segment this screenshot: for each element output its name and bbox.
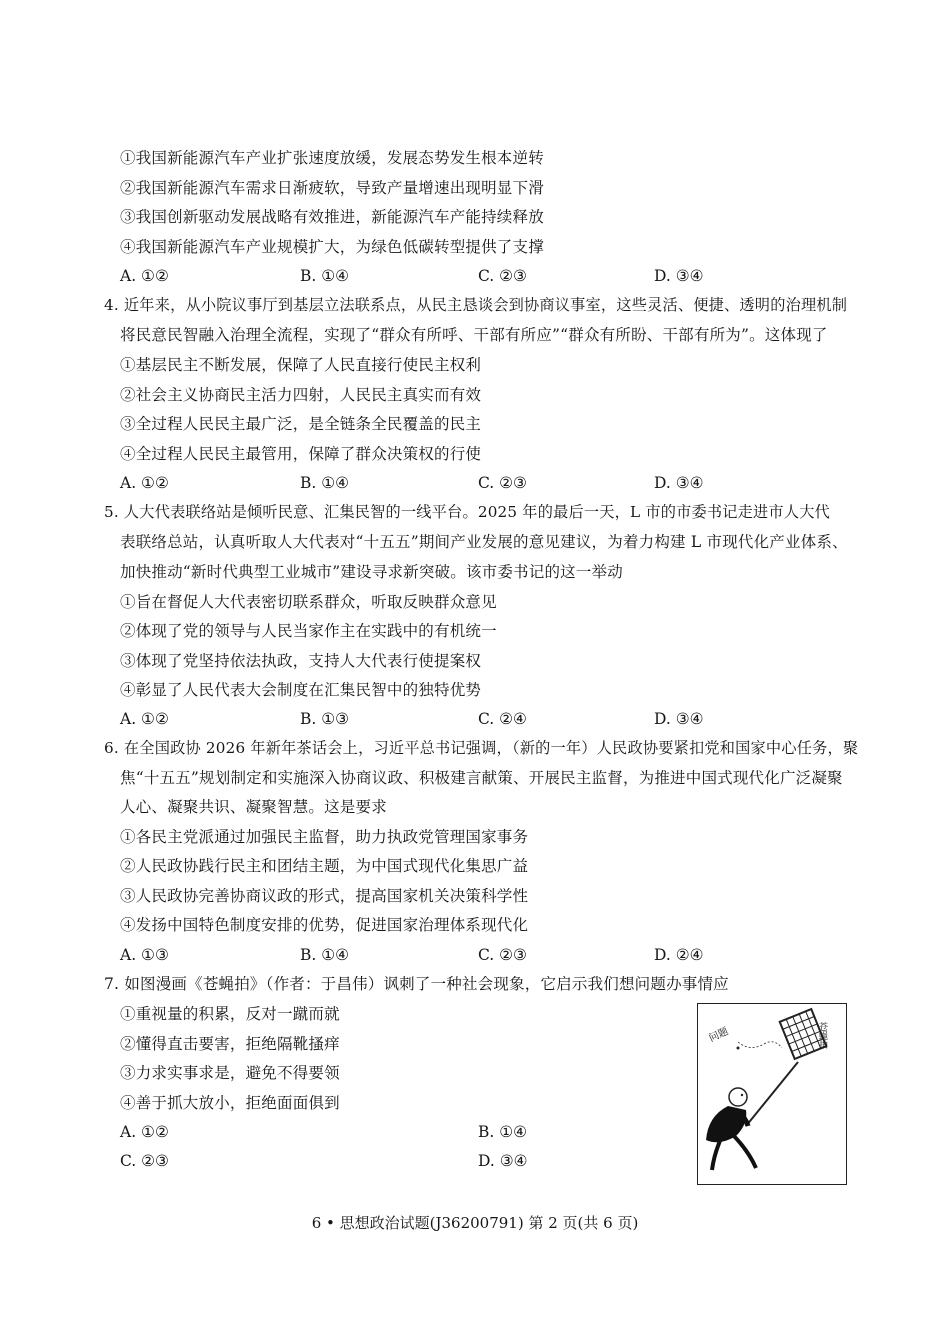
q7-option-3: ③力求实事求是，避免不得要领 bbox=[120, 1064, 340, 1082]
q7-answers-row-2 bbox=[0, 1151, 690, 1171]
q4-answers bbox=[0, 473, 950, 493]
q3-option-1: ①我国新能源汽车产业扩张速度放缓，发展态势发生根本逆转 bbox=[120, 149, 544, 167]
q6-stem-line-2: 焦“十五五”规划制定和实施深入协商议政、积极建言献策、开展民主监督，为推进中国式现代化广泛凝聚 bbox=[120, 769, 843, 787]
q4-answer-c[interactable]: C. ②③ bbox=[478, 474, 527, 492]
q3-answer-a[interactable]: A. ①② bbox=[120, 267, 169, 285]
q5-stem-line-1: 5. 人大代表联络站是倾听民意、汇集民智的一线平台。2025 年的最后一天，L 市的市委书记走进市人大代 bbox=[104, 503, 830, 521]
q7-answers-row-1 bbox=[0, 1122, 690, 1142]
q3-answers bbox=[0, 266, 950, 286]
q7-answer-d[interactable]: D. ③④ bbox=[478, 1152, 528, 1170]
q3-answer-b[interactable]: B. ①④ bbox=[300, 267, 350, 285]
cartoon-frame bbox=[697, 1003, 847, 1185]
q5-option-2: ②体现了党的领导与人民当家作主在实践中的有机统一 bbox=[120, 622, 497, 640]
q5-answers bbox=[0, 709, 950, 729]
q5-answer-a[interactable]: A. ①② bbox=[120, 710, 169, 728]
q4-option-4: ④全过程人民民主最管用，保障了群众决策权的行使 bbox=[120, 445, 482, 463]
q4-option-2: ②社会主义协商民主活力四射，人民民主真实而有效 bbox=[120, 386, 482, 404]
q4-answer-a[interactable]: A. ①② bbox=[120, 474, 169, 492]
q3-answer-c[interactable]: C. ②③ bbox=[478, 267, 527, 285]
q6-option-4: ④发扬中国特色制度安排的优势，促进国家治理体系现代化 bbox=[120, 916, 529, 934]
q3-answer-d[interactable]: D. ③④ bbox=[654, 267, 704, 285]
q7-option-2: ②懂得直击要害，拒绝隔靴搔痒 bbox=[120, 1035, 340, 1053]
q7-option-1: ①重视量的积累，反对一蹴而就 bbox=[120, 1005, 340, 1023]
q5-answer-c[interactable]: C. ②④ bbox=[478, 710, 527, 728]
q6-answer-a[interactable]: A. ①③ bbox=[120, 946, 169, 964]
q6-answers bbox=[0, 945, 950, 965]
q5-answer-d[interactable]: D. ③④ bbox=[654, 710, 704, 728]
q3-option-2: ②我国新能源汽车需求日渐疲软，导致产量增速出现明显下滑 bbox=[120, 179, 544, 197]
cartoon-label-swatter: 苍蝇拍 bbox=[817, 1022, 827, 1049]
q6-stem-line-1: 6. 在全国政协 2026 年新年茶话会上，习近平总书记强调，（新的一年）人民政协要紧扣党和国家中心任务，聚 bbox=[104, 739, 859, 757]
q4-option-1: ①基层民主不断发展，保障了人民直接行使民主权利 bbox=[120, 356, 482, 374]
q7-stem: 7. 如图漫画《苍蝇拍》（作者：于昌伟）讽刺了一种社会现象，它启示我们想问题办事情应 bbox=[104, 975, 729, 993]
q6-stem-line-3: 人心、凝聚共识、凝聚智慧。这是要求 bbox=[120, 798, 387, 816]
q6-option-2: ②人民政协践行民主和团结主题，为中国式现代化集思广益 bbox=[120, 857, 529, 875]
q5-option-1: ①旨在督促人大代表密切联系群众，听取反映群众意见 bbox=[120, 593, 497, 611]
q4-stem-line-1: 4. 近年来，从小院议事厅到基层立法联系点，从民主恳谈会到协商议事室，这些灵活、便捷、透明的治理机制 bbox=[104, 296, 848, 314]
q7-option-4: ④善于抓大放小，拒绝面面俱到 bbox=[120, 1094, 340, 1112]
q3-option-3: ③我国创新驱动发展战略有效推进，新能源汽车产能持续释放 bbox=[120, 208, 544, 226]
q4-answer-d[interactable]: D. ③④ bbox=[654, 474, 704, 492]
q6-answer-c[interactable]: C. ②③ bbox=[478, 946, 527, 964]
q4-stem-line-2: 将民意民智融入治理全流程，实现了“群众有所呼、干部有所应”“群众有所盼、干部有所为”。这体现了 bbox=[120, 326, 828, 344]
q5-option-4: ④彰显了人民代表大会制度在汇集民智中的独特优势 bbox=[120, 681, 482, 699]
q7-answer-b[interactable]: B. ①④ bbox=[478, 1123, 528, 1141]
q7-answer-c[interactable]: C. ②③ bbox=[120, 1152, 169, 1170]
q3-option-4: ④我国新能源汽车产业规模扩大，为绿色低碳转型提供了支撑 bbox=[120, 238, 544, 256]
cartoon-label-problem: 问题 bbox=[707, 1026, 731, 1045]
page-footer: 6 • 思想政治试题(J36200791) 第 2 页(共 6 页) bbox=[311, 1214, 639, 1232]
q6-option-3: ③人民政协完善协商议政的形式，提高国家机关决策科学性 bbox=[120, 887, 529, 905]
q5-stem-line-3: 加快推动“新时代典型工业城市”建设寻求新突破。该市委书记的这一举动 bbox=[120, 563, 623, 581]
q6-option-1: ①各民主党派通过加强民主监督，助力执政党管理国家事务 bbox=[120, 828, 529, 846]
q4-option-3: ③全过程人民民主最广泛，是全链条全民覆盖的民主 bbox=[120, 415, 482, 433]
q5-option-3: ③体现了党坚持依法执政，支持人大代表行使提案权 bbox=[120, 652, 482, 670]
q6-answer-d[interactable]: D. ②④ bbox=[654, 946, 704, 964]
q5-stem-line-2: 表联络总站，认真听取人大代表对“十五五”期间产业发展的意见建议，为着力构建 L 市现代化产业体系、 bbox=[120, 533, 848, 551]
q7-answer-a[interactable]: A. ①② bbox=[120, 1123, 169, 1141]
q4-answer-b[interactable]: B. ①④ bbox=[300, 474, 350, 492]
q5-answer-b[interactable]: B. ①③ bbox=[300, 710, 350, 728]
q6-answer-b[interactable]: B. ①④ bbox=[300, 946, 350, 964]
